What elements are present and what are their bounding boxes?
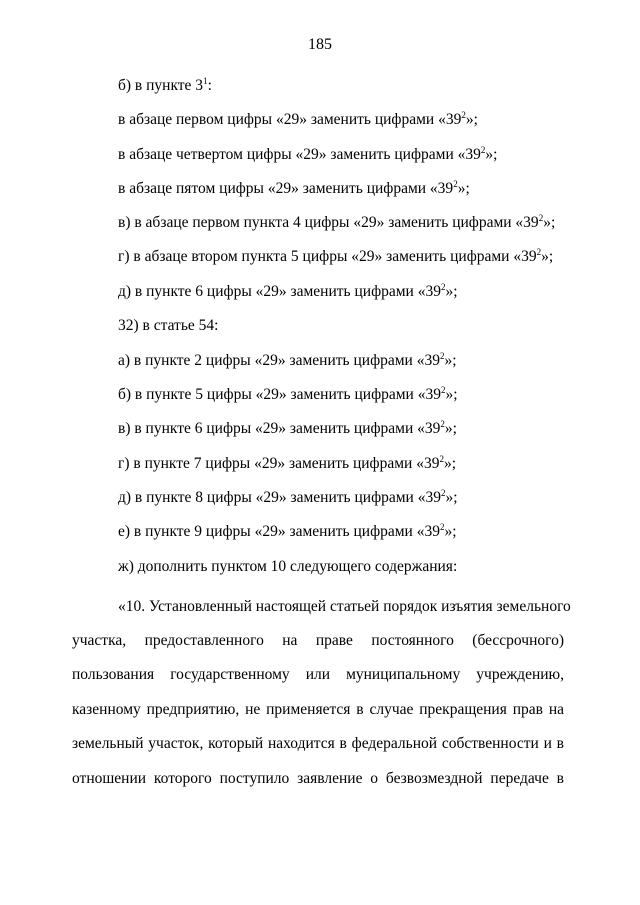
amendment-line: г) в абзаце втором пункта 5 цифры «29» заменить цифрами «$39^2$»; [118, 247, 554, 265]
article-heading: 32) в статье 54: [118, 317, 219, 334]
amendment-line: е) в пункте 9 цифры «29» заменить цифрами «$39^2$»; [118, 522, 457, 540]
paragraph-line: «10. Установленный настоящей статьей порядок изъятия земельного [118, 598, 571, 615]
amendment-line: ж) дополнить пунктом 10 следующего содержания: [118, 558, 458, 575]
amendment-line: б) в пункте 5 цифры «29» заменить цифрами «$39^2$»; [118, 385, 458, 403]
page-number: 185 [308, 36, 332, 53]
amendment-line: в абзаце четвертом цифры «29» заменить цифрами «$39^2$»; [118, 145, 498, 163]
amendment-line: д) в пункте 6 цифры «29» заменить цифрами «$39^2$»; [118, 282, 458, 300]
paragraph-line: отношении которого поступило заявление о безвозмездной передаче в [72, 770, 564, 787]
amendment-line: в) в пункте 6 цифры «29» заменить цифрами «$39^2$»; [118, 419, 457, 437]
paragraph-line: пользования государственному или муниципальному учреждению, [72, 666, 564, 683]
amendment-line: д) в пункте 8 цифры «29» заменить цифрами «$39^2$»; [118, 488, 458, 506]
paragraph-line: казенному предприятию, не применяется в случае прекращения прав на [72, 701, 564, 718]
paragraph-line: участка, предоставленного на праве постоянного (бессрочного) [72, 632, 564, 649]
amendment-line: в абзаце пятом цифры «29» заменить цифрами «$39^2$»; [118, 179, 470, 197]
amendment-line: а) в пункте 2 цифры «29» заменить цифрами «$39^2$»; [118, 351, 457, 369]
paragraph-line: земельный участок, который находится в федеральной собственности и в [72, 735, 564, 752]
amendment-line: в) в абзаце первом пункта 4 цифры «29» заменить цифрами «$39^2$»; [118, 213, 556, 231]
amendment-line: в абзаце первом цифры «29» заменить цифрами «$39^2$»; [118, 110, 478, 128]
amendment-line: г) в пункте 7 цифры «29» заменить цифрами «$39^2$»; [118, 454, 457, 472]
amendment-line: б) в пункте $3^1$: [118, 76, 212, 94]
